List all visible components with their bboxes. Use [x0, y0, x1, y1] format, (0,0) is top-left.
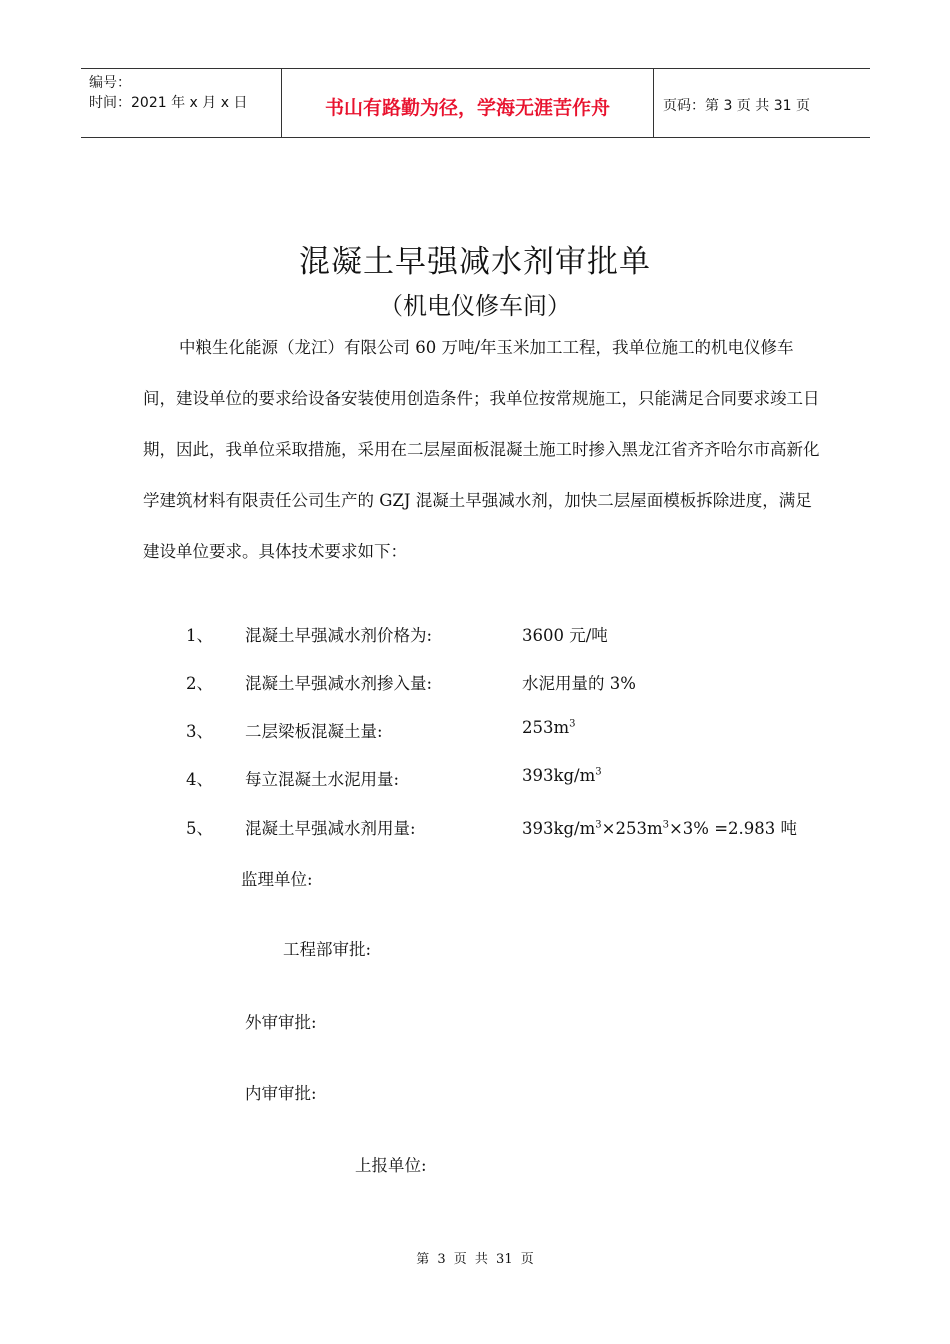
item-value-superscript-b: 3 — [662, 819, 669, 831]
item-number: 3、 — [186, 722, 213, 741]
header-motto: 书山有路勤为径，学海无涯苦作舟 — [324, 97, 610, 119]
body-paragraph-text: 中粮生化能源（龙江）有限公司 60 万吨/年玉米加工工程，我单位施工的机电仪修车间，建设单位的要求给设备安装使用创造条件；我单位按常规施工，只能满足合同要求竣工日期，因此，我单位采取措施，采用在二层屋面板混凝土施工时掺入黑龙江省齐齐哈尔市高新化学建筑材料有限责任公司生产的 GZJ 混凝土早强减水剂，加快二层屋面模板拆除进度，满足建设单位要求。具体技术要求如下： — [143, 338, 820, 561]
item-value-main: 393kg/m — [522, 766, 596, 785]
item-number: 4、 — [186, 770, 213, 789]
item-value: 3600 元/吨 — [522, 626, 608, 645]
header-page-info: 页码：第 3 页 共 31 页 — [663, 98, 810, 114]
item-value-part-c: ×3% =2.983 吨 — [668, 819, 798, 838]
spec-item-5 — [0, 815, 950, 845]
item-label: 每立混凝土水泥用量: — [245, 770, 400, 789]
item-label: 混凝土早强减水剂掺入量: — [245, 674, 433, 693]
header-motto-cell — [282, 69, 654, 137]
engineering-approval-label: 工程部审批: — [283, 940, 372, 959]
item-label: 混凝土早强减水剂用量: — [245, 819, 416, 838]
item-value-part-b: ×253m — [601, 819, 663, 838]
item-label: 二层梁板混凝土量: — [245, 722, 383, 741]
document-date-label: 时间：2021 年 x 月 x 日 — [89, 95, 248, 111]
body-paragraph — [143, 322, 823, 577]
spec-item-4 — [0, 766, 950, 796]
item-label: 混凝土早强减水剂价格为: — [245, 626, 433, 645]
item-value — [522, 766, 602, 785]
spec-item-2 — [0, 670, 950, 700]
header-page-cell — [654, 69, 870, 137]
item-value-main: 253m — [522, 718, 570, 737]
document-title: 混凝土早强减水剂审批单 — [299, 244, 651, 280]
item-number: 1、 — [186, 626, 213, 645]
item-number: 5、 — [186, 819, 213, 838]
item-value-superscript-a: 3 — [595, 819, 602, 831]
item-value-part-a: 393kg/m — [522, 819, 596, 838]
item-number: 2、 — [186, 674, 213, 693]
supervision-unit-label: 监理单位: — [241, 870, 313, 889]
header-info-cell — [81, 69, 282, 137]
spec-item-3 — [0, 718, 950, 748]
external-audit-label: 外审审批: — [245, 1013, 317, 1032]
page-footer: 第 3 页 共 31 页 — [416, 1252, 534, 1267]
header-table — [81, 68, 870, 138]
item-value — [522, 815, 797, 839]
document-number-label: 编号： — [89, 75, 131, 91]
item-value: 水泥用量的 3% — [522, 674, 636, 693]
item-value-superscript: 3 — [595, 766, 602, 778]
item-value-superscript: 3 — [569, 718, 576, 730]
document-subtitle: （机电仪修车间） — [379, 292, 571, 320]
spec-item-1 — [0, 622, 950, 652]
internal-audit-label: 内审审批: — [245, 1084, 317, 1103]
item-value — [522, 718, 576, 737]
reporting-unit-label: 上报单位: — [355, 1156, 427, 1175]
